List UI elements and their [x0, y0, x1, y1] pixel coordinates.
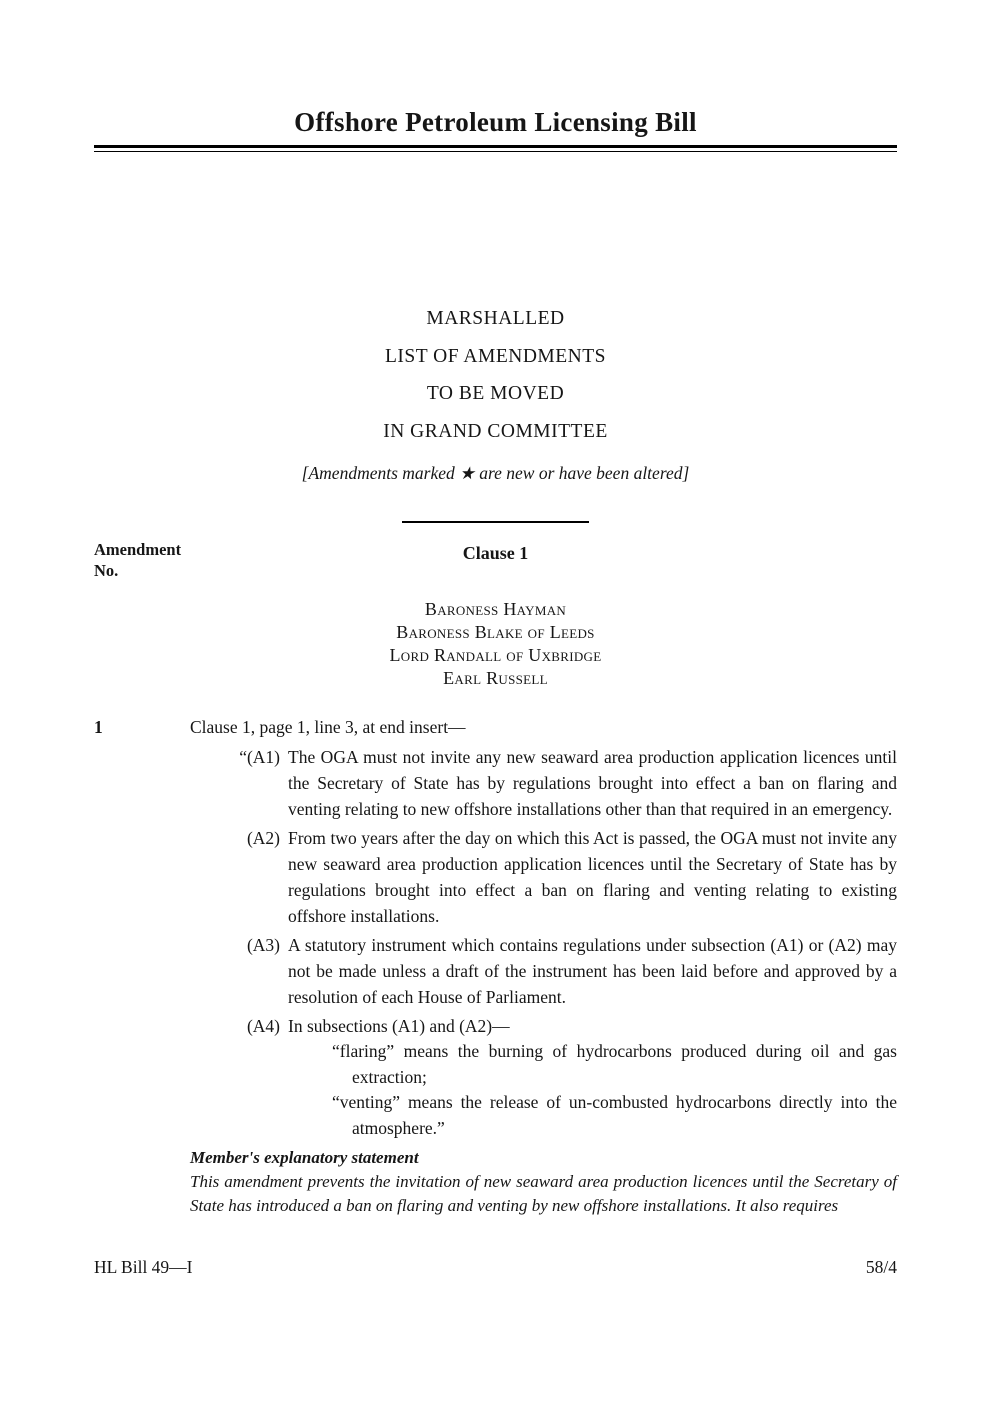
subsection-text: From two years after the day on which this Act is passed, the OGA must not invite any new seaward area production application licences until the Secretary of State has by regulations brought into effect a ban on flaring and venting relating to existing offshore installations.	[288, 828, 897, 926]
explanatory-text: This amendment prevents the invitation of new seaward area production licences until the Secretary of State has introduced a ban on flaring and venting by new offshore installations. It also requires	[190, 1172, 897, 1215]
footer-bill-number: HL Bill 49—I	[94, 1257, 193, 1277]
sponsor-name: Baroness Hayman	[424, 599, 567, 619]
subsection-a3	[94, 932, 897, 1010]
explanatory-statement	[190, 1146, 897, 1218]
subsection-a4-lead: In subsections (A1) and (A2)—	[288, 1016, 510, 1036]
page-footer	[94, 1257, 897, 1278]
amendment-no-note-line1: Amendment	[94, 540, 182, 559]
subsection-a4	[94, 1013, 897, 1141]
footer-page-ref: 58/4	[865, 1257, 897, 1277]
subsection-label: (A3)	[246, 935, 280, 955]
bill-title: Offshore Petroleum Licensing Bill	[294, 107, 697, 137]
sponsor-list	[0, 598, 991, 690]
subsection-a2	[94, 825, 897, 929]
amendment-instruction: Clause 1, page 1, line 3, at end insert—	[190, 717, 466, 737]
subsection-label: (A2)	[246, 828, 280, 848]
star-notice: [Amendments marked ★ are new or have been altered]	[301, 463, 690, 483]
amendment-instruction-row	[94, 714, 897, 740]
definition-flaring: “flaring” means the burning of hydrocarbons produced during oil and gas extraction;	[332, 1041, 897, 1087]
section-rule	[402, 521, 589, 523]
heading-marshalled: MARSHALLED	[426, 308, 565, 329]
heading-in-grand-committee: IN GRAND COMMITTEE	[383, 420, 608, 442]
amendment-1	[94, 714, 897, 1218]
subsection-text: A statutory instrument which contains regulations under subsection (A1) or (A2) may not be made unless a draft of the instrument has been laid before and approved by a resolution of each House of Parliament.	[288, 935, 897, 1007]
heading-to-be-moved: TO BE MOVED	[426, 383, 565, 404]
subsection-a1	[94, 744, 897, 822]
sponsor-name: Earl Russell	[443, 668, 548, 688]
sponsor-name: Lord Randall of Uxbridge	[389, 645, 602, 665]
subsection-label: (A4)	[246, 1016, 280, 1036]
heading-list-of-amendments: LIST OF AMENDMENTS	[385, 345, 606, 367]
definition-venting: “venting” means the release of un-combusted hydrocarbons directly into the atmosphere.”	[332, 1092, 897, 1138]
subsection-text: The OGA must not invite any new seaward area production application licences until the Secretary of State has by regulations brought into effect a ban on flaring and venting relating to new offshore installations other than that required in an emergency.	[288, 747, 897, 819]
amendment-number: 1	[94, 717, 103, 737]
sponsor-name: Baroness Blake of Leeds	[396, 622, 595, 642]
explanatory-heading: Member's explanatory statement	[190, 1148, 419, 1167]
subsection-text	[288, 1013, 897, 1141]
subsection-label: “(A1)	[239, 747, 280, 767]
clause-heading: Clause 1	[462, 543, 529, 563]
title-rule	[94, 145, 897, 152]
document-headings	[0, 300, 991, 450]
amendment-no-note-line2: No.	[94, 561, 119, 580]
